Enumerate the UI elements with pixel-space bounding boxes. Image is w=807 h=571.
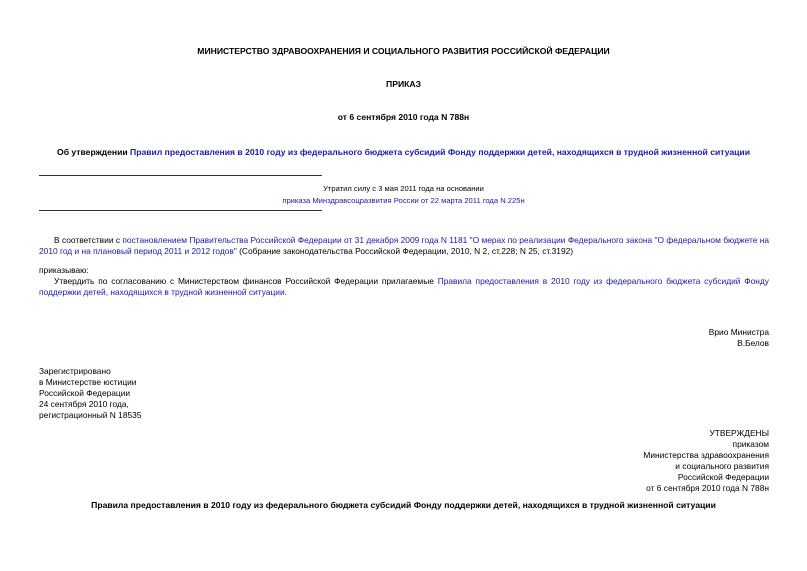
signatory-position: Врио Министра [708,327,769,337]
repeal-order-link[interactable]: приказа Минздравсоцразвития России от 22 марта 2011 года N 225н [282,196,525,205]
status-note-line2 [0,196,807,206]
signatory-name: В.Белов [737,338,769,348]
approved-line: и социального развития [675,461,769,471]
order-word: приказываю: [39,265,89,275]
registration-line: Российской Федерации [39,388,131,398]
doc-date-number: от 6 сентября 2010 года N 788н [337,112,470,122]
title-prefix: Об утверждении [57,147,131,157]
registration-line: Зарегистрировано [39,366,111,376]
registration-line: регистрационный N 18535 [39,410,142,420]
document-title [0,147,807,159]
approve-suffix: . [284,287,287,297]
government-decree-link[interactable]: постановлением Правительства Российской Федерации от 31 декабря 2009 года N 1181 "О мерах по реализации Федерального закона "О федеральном бюджете на 2010 год и на плановый период 2011 и 2012 годов" [39,235,769,256]
approve-paragraph [39,276,769,298]
divider-bottom [39,210,322,211]
approved-line: от 6 сентября 2010 года N 788н [646,483,769,493]
approve-prefix: Утвердить по согласованию с Министерством финансов Российской Федерации прилагаемые [54,276,438,286]
registration-line: в Министерстве юстиции [39,377,137,387]
preamble-prefix: В соответствии с [54,235,123,245]
registration-block [39,366,141,421]
divider-top [39,175,322,176]
approved-line: УТВЕРЖДЕНЫ [709,428,769,438]
status-note-text: Утратил силу с 3 мая 2011 года на основании [323,184,484,193]
rules-link[interactable]: Правила предоставления в 2010 году из федерального бюджета субсидий Фонду поддержки детей, находящихся в трудной жизненной ситуации [39,276,769,297]
preamble-paragraph [39,235,769,257]
preamble-suffix: (Собрание законодательства Российской Федерации, 2010, N 2, ст.228; N 25, ст.3192) [236,246,574,256]
ministry-heading: МИНИСТЕРСТВО ЗДРАВООХРАНЕНИЯ И СОЦИАЛЬНОГО РАЗВИТИЯ РОССИЙСКОЙ ФЕДЕРАЦИИ [197,46,610,56]
doc-type: ПРИКАЗ [386,79,421,89]
rules-title: Правила предоставления в 2010 году из федерального бюджета субсидий Фонду поддержки детей, находящихся в трудной жизненной ситуации [91,500,716,510]
registration-line: 24 сентября 2010 года, [39,399,129,409]
approved-block [643,428,769,494]
approved-line: Министерства здравоохранения [643,450,769,460]
approved-line: приказом [732,439,769,449]
title-rules-link[interactable]: Правил предоставления в 2010 году из федерального бюджета субсидий Фонду поддержки детей, находящихся в трудной жизненной ситуации [130,147,750,157]
approved-line: Российской Федерации [677,472,769,482]
